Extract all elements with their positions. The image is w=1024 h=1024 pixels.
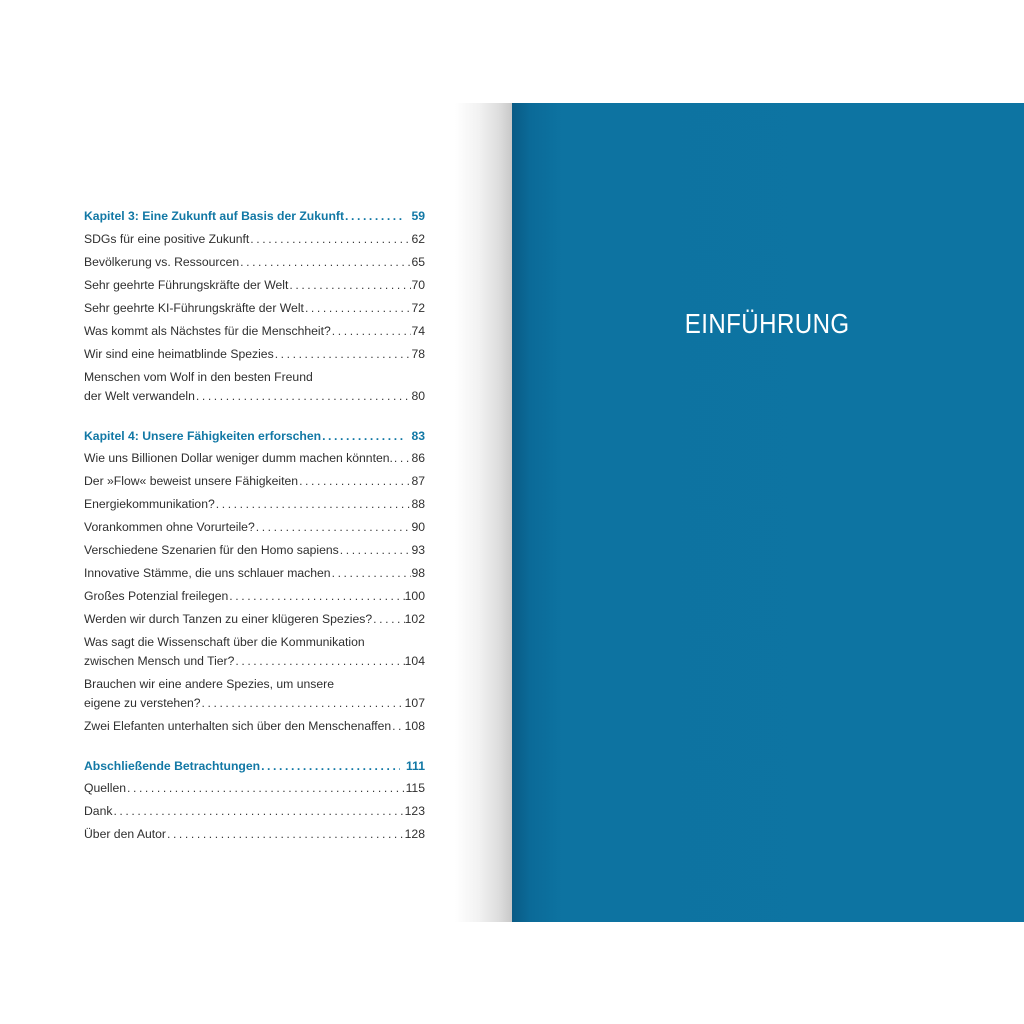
toc-item-title: Bevölkerung vs. Ressourcen [84, 255, 240, 269]
toc-page-number: 78 [411, 347, 425, 361]
toc-item-title: Großes Potenzial freilegen [84, 589, 229, 603]
toc-item-title: Was kommt als Nächstes für die Menschheit? [84, 324, 331, 338]
toc-item-title-line1: Brauchen wir eine andere Spezies, um unsere [84, 677, 334, 691]
toc-item-title: Verschiedene Szenarien für den Homo sapiens [84, 543, 339, 557]
toc-page-number: 115 [405, 781, 425, 795]
toc-page-number: 83 [411, 429, 425, 443]
toc-page-number: 80 [411, 389, 425, 403]
toc-page-number: 87 [411, 474, 425, 488]
toc-page-number: 74 [411, 324, 425, 338]
toc-leader-dots [260, 757, 400, 776]
toc-item[interactable] [84, 495, 425, 514]
toc-leader-dots [195, 387, 412, 406]
toc-chapter-3[interactable] [84, 207, 425, 226]
toc-item-title: Quellen [84, 781, 127, 795]
toc-item[interactable] [84, 518, 425, 537]
toc-item[interactable] [84, 368, 425, 406]
toc-leader-dots [274, 345, 412, 364]
toc-leader-dots [239, 253, 411, 272]
toc-item[interactable] [84, 472, 425, 491]
toc-page-number: 107 [404, 696, 425, 710]
toc-page-number: 111 [406, 759, 425, 773]
toc-leader-dots [249, 230, 411, 249]
toc-item[interactable] [84, 299, 425, 318]
toc-chapter-title: Kapitel 3: Eine Zukunft auf Basis der Zukunft [84, 209, 345, 223]
toc-item-title: Über den Autor [84, 827, 166, 841]
chapter-heading: EINFÜHRUNG [684, 308, 850, 339]
toc-leader-dots [391, 717, 405, 736]
toc-page-number: 128 [404, 827, 425, 841]
toc-item[interactable] [84, 253, 425, 272]
toc-page-number: 86 [411, 451, 425, 465]
toc-item-title: Wie uns Billionen Dollar weniger dumm machen könnten. [84, 451, 393, 465]
toc-item[interactable] [84, 633, 425, 671]
toc-leader-dots [215, 495, 412, 514]
toc-item-title: Zwei Elefanten unterhalten sich über den Menschenaffen [84, 719, 392, 733]
toc-item-title-line1: Was sagt die Wissenschaft über die Kommunikation [84, 635, 365, 649]
toc-item[interactable] [84, 564, 425, 583]
toc-page-number: 88 [411, 497, 425, 511]
toc-item-title-line1: Menschen vom Wolf in den besten Freund [84, 370, 313, 384]
toc-item-title: Innovative Stämme, die uns schlauer machen [84, 566, 331, 580]
toc-item[interactable] [84, 825, 425, 844]
toc-item-title: Sehr geehrte Führungskräfte der Welt [84, 278, 289, 292]
toc-chapter-title: Abschließende Betrachtungen [84, 759, 261, 773]
toc-item[interactable] [84, 276, 425, 295]
toc-item-title: Vorankommen ohne Vorurteile? [84, 520, 255, 534]
toc-item-title: Dank [84, 804, 113, 818]
toc-page-number: 65 [411, 255, 425, 269]
toc-page-number: 102 [404, 612, 425, 626]
toc-item[interactable] [84, 802, 425, 821]
toc-chapter-4[interactable] [84, 427, 425, 446]
toc-leader-dots [339, 541, 412, 560]
toc-page-number: 100 [404, 589, 425, 603]
toc-leader-dots [126, 779, 406, 798]
toc-item[interactable] [84, 717, 425, 736]
toc-item[interactable] [84, 587, 425, 606]
toc-leader-dots [228, 587, 404, 606]
toc-leader-dots [298, 472, 411, 491]
toc-leader-dots [234, 652, 404, 671]
toc-page-number: 98 [411, 566, 425, 580]
toc-page-number: 123 [404, 804, 425, 818]
toc-leader-dots [201, 694, 405, 713]
toc-closing-section[interactable] [84, 757, 425, 776]
toc-page-number: 108 [404, 719, 425, 733]
toc-item[interactable] [84, 449, 425, 468]
toc-item[interactable] [84, 345, 425, 364]
toc-item-title: zwischen Mensch und Tier? [84, 654, 235, 668]
toc-page-number: 59 [411, 209, 425, 223]
toc-page-number: 62 [411, 232, 425, 246]
toc-item[interactable] [84, 230, 425, 249]
toc-chapter-title: Kapitel 4: Unsere Fähigkeiten erforschen [84, 429, 322, 443]
toc-item[interactable] [84, 779, 425, 798]
toc-page-number: 104 [404, 654, 425, 668]
toc-item-title: Energiekommunikation? [84, 497, 215, 511]
toc-leader-dots [304, 299, 412, 318]
toc-item[interactable] [84, 675, 425, 713]
right-page [512, 103, 1024, 922]
toc-item[interactable] [84, 322, 425, 341]
toc-page-number: 93 [411, 543, 425, 557]
toc-leader-dots [331, 322, 412, 341]
toc-page-number: 70 [411, 278, 425, 292]
toc-item-title: Der »Flow« beweist unsere Fähigkeiten [84, 474, 299, 488]
toc-leader-dots [112, 802, 404, 821]
toc-item[interactable] [84, 541, 425, 560]
table-of-contents [84, 103, 425, 922]
toc-leader-dots [393, 449, 412, 468]
toc-item-title: Sehr geehrte KI-Führungskräfte der Welt [84, 301, 304, 315]
toc-page-number: 90 [411, 520, 425, 534]
toc-leader-dots [344, 207, 405, 226]
toc-item[interactable] [84, 610, 425, 629]
toc-item-title: SDGs für eine positive Zukunft [84, 232, 250, 246]
toc-item-title: Werden wir durch Tanzen zu einer klügeren Spezies? [84, 612, 373, 626]
toc-item-title: der Welt verwandeln [84, 389, 195, 403]
toc-leader-dots [166, 825, 405, 844]
toc-item-title: Wir sind eine heimatblinde Spezies [84, 347, 274, 361]
toc-page-number: 72 [411, 301, 425, 315]
toc-leader-dots [288, 276, 411, 295]
toc-leader-dots [255, 518, 412, 537]
toc-item-title: eigene zu verstehen? [84, 696, 201, 710]
toc-leader-dots [372, 610, 405, 629]
toc-leader-dots [321, 427, 405, 446]
toc-leader-dots [331, 564, 412, 583]
